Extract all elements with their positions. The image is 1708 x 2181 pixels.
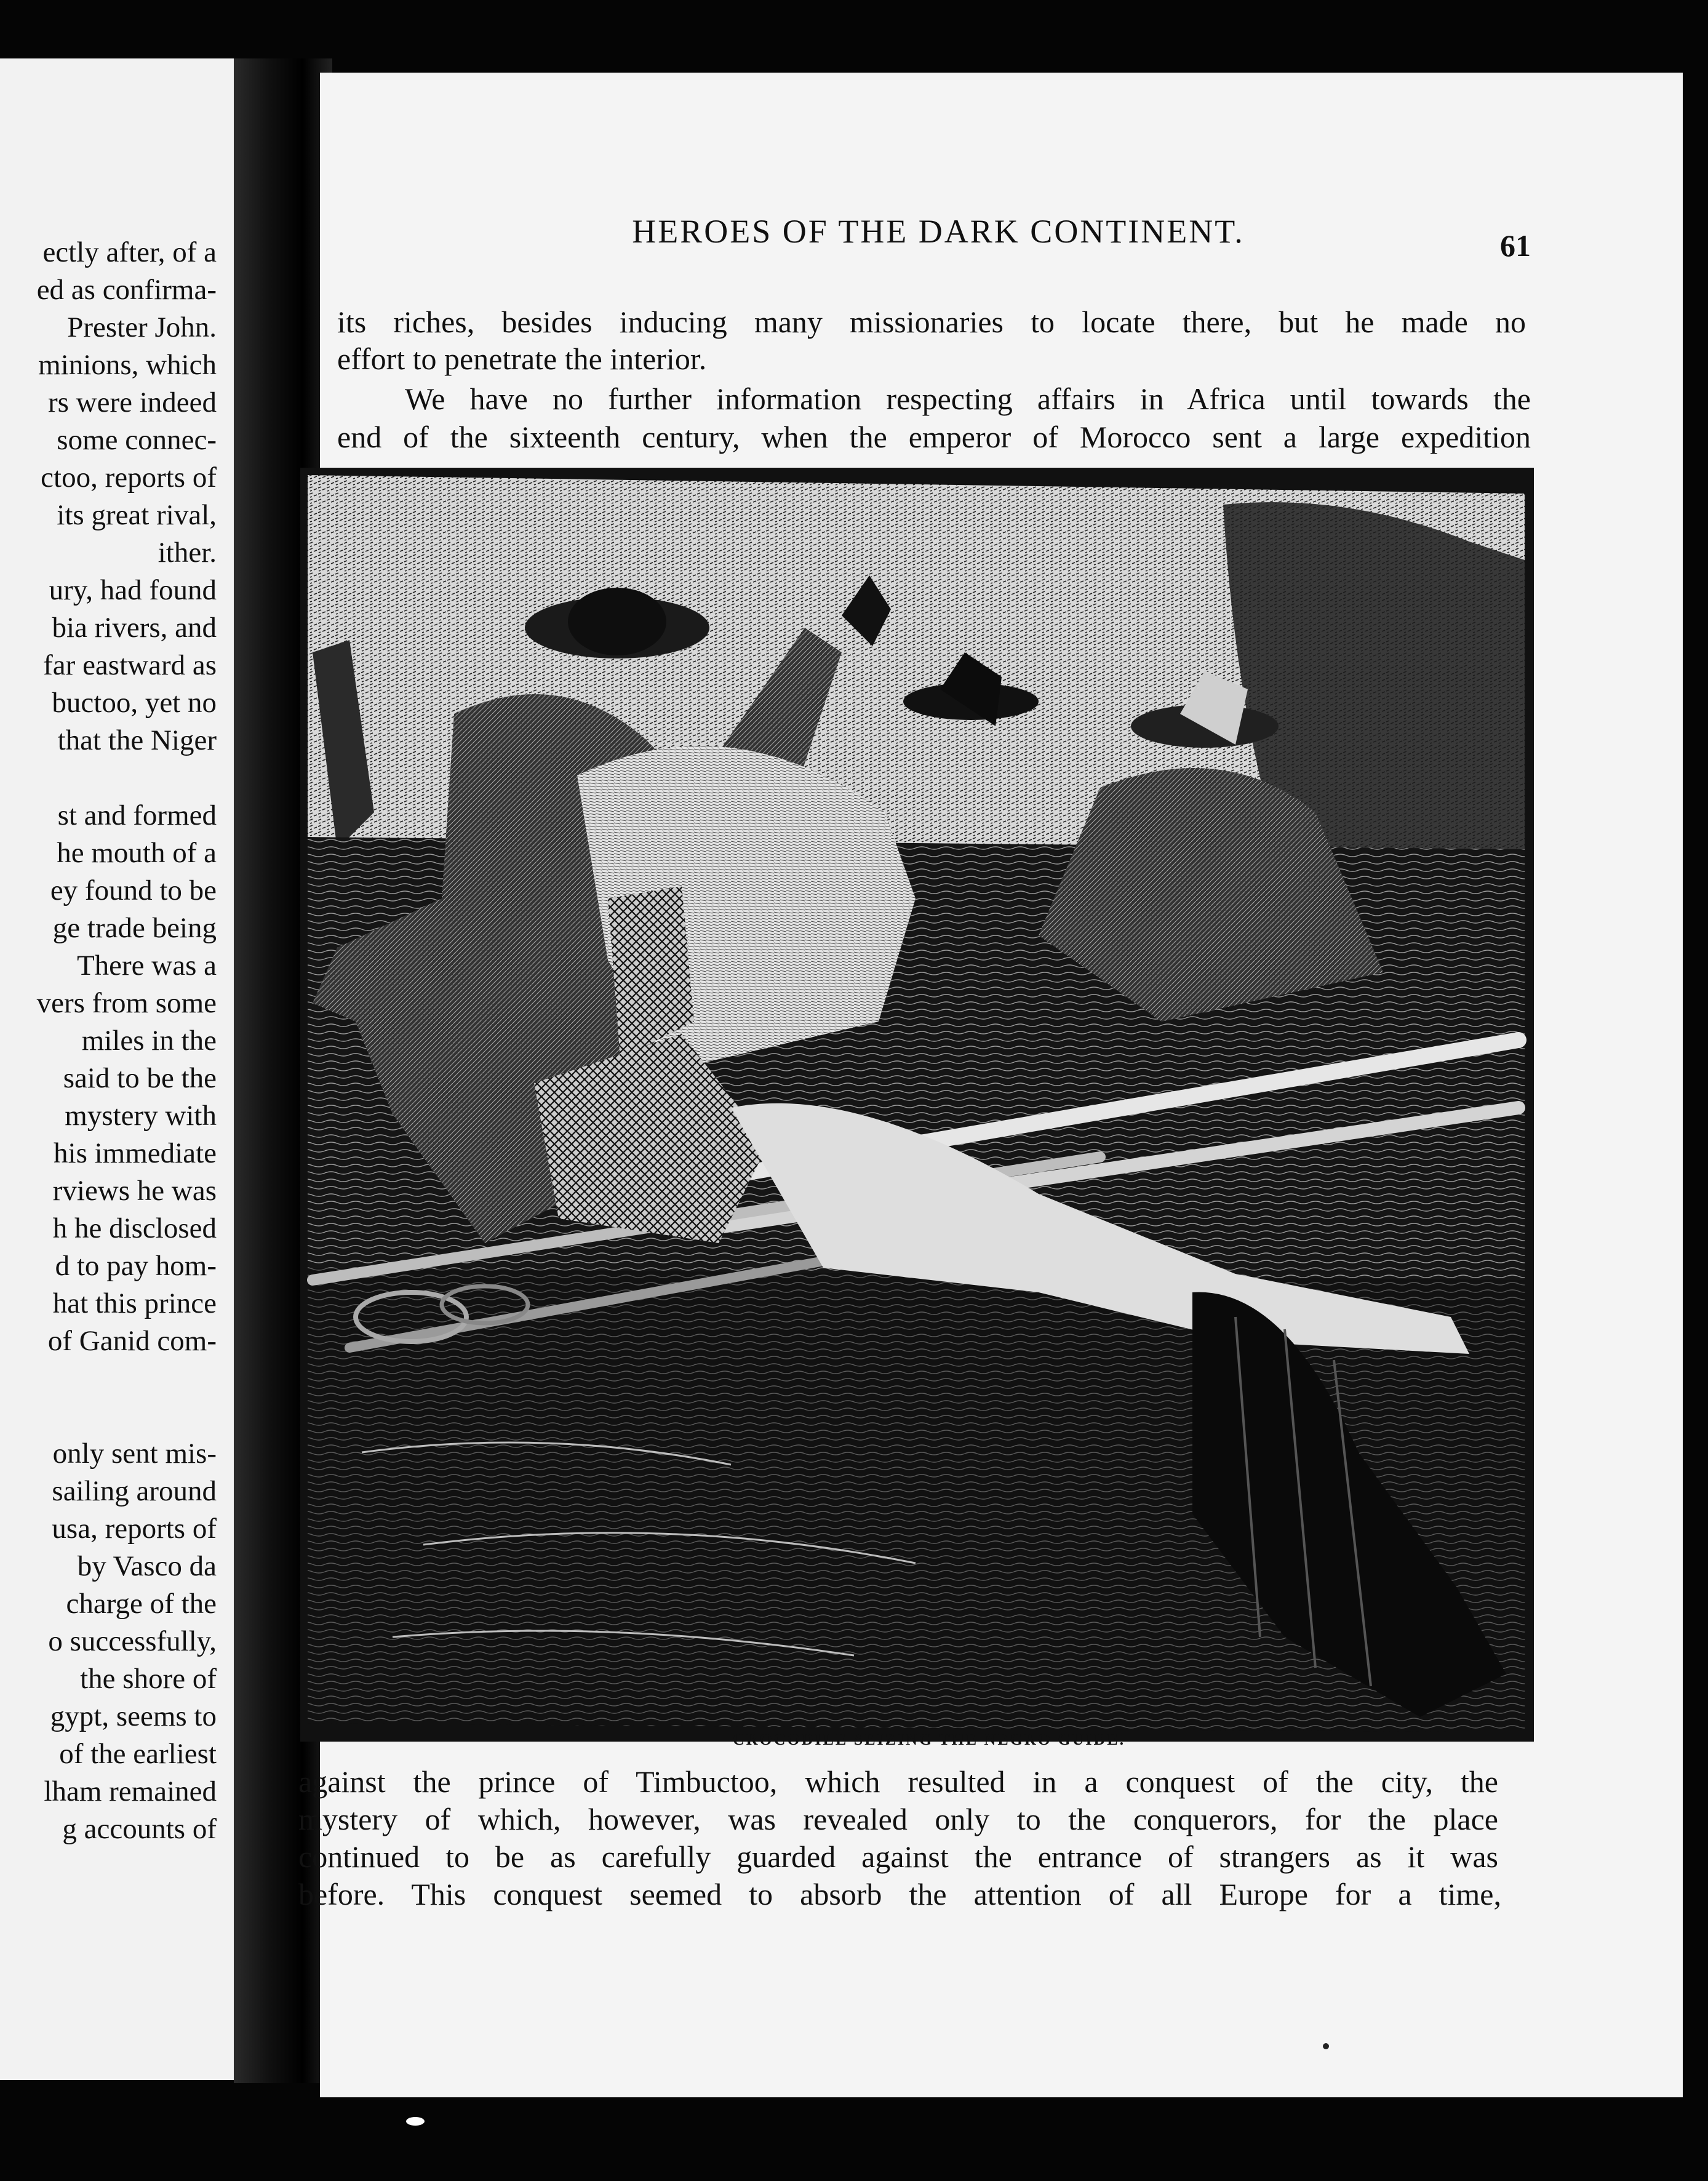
left-page-text-line: bia rivers, and <box>52 612 217 644</box>
left-page-text-line: gypt, seems to <box>50 1700 217 1732</box>
illustration-caption: CROCODILE SEIZING THE NEGRO GUIDE. <box>732 1731 1126 1748</box>
left-page-text-line: ither. <box>158 537 217 569</box>
body-text-line: effort to penetrate the interior. <box>337 342 707 376</box>
left-page-text-line: ey found to be <box>50 874 217 906</box>
page-number: 61 <box>1500 228 1531 263</box>
left-page-text-line: that the Niger <box>57 724 217 756</box>
left-page-text-line: ge trade being <box>52 912 217 944</box>
left-page-text-line: mystery with <box>65 1100 217 1132</box>
left-page-text-line: his immediate <box>54 1137 217 1169</box>
left-page-text-line: said to be the <box>63 1062 217 1094</box>
left-page-text-line: d to pay hom- <box>55 1250 217 1282</box>
left-page-text-line: minions, which <box>38 349 217 381</box>
left-page-text-line: g accounts of <box>62 1813 217 1845</box>
left-page-text-line: far eastward as <box>43 649 217 681</box>
left-page-text-line: usa, reports of <box>52 1513 217 1545</box>
body-text-line: against the prince of Timbuctoo, which resulted in a conquest of the city, the <box>298 1764 1498 1799</box>
left-page-text-line: lham remained <box>44 1775 217 1807</box>
left-page-text-line: ury, had found <box>49 574 217 606</box>
left-page-text-line: o successfully, <box>48 1625 217 1657</box>
left-page-text-line: h he disclosed <box>52 1212 217 1244</box>
left-page-text-line: charge of the <box>66 1588 217 1620</box>
left-page-text-line: ctoo, reports of <box>41 462 217 494</box>
body-text-line: continued to be as carefully guarded against the entrance of strangers as it was <box>298 1839 1498 1874</box>
left-page-text-line: ed as confirma- <box>36 274 217 306</box>
body-text-line: mystery of which, however, was revealed only to the conquerors, for the place <box>298 1802 1498 1836</box>
left-page-text-line: the shore of <box>80 1663 217 1695</box>
left-page-text-line: buctoo, yet no <box>52 687 217 719</box>
scan-speck <box>406 2117 425 2126</box>
body-text-line: before. This conquest seemed to absorb the attention of all Europe for a time, <box>298 1877 1501 1911</box>
left-page-text-line: rs were indeed <box>47 386 217 418</box>
left-page-text-line: vers from some <box>36 987 217 1019</box>
running-head: HEROES OF THE DARK CONTINENT. <box>632 213 1245 250</box>
body-text-line: its riches, besides inducing many missionaries to locate there, but he made no <box>337 305 1526 339</box>
crocodile-engraving-illustration <box>300 468 1534 1742</box>
left-page-text-line: some connec- <box>57 424 217 456</box>
left-page-text-line: sailing around <box>52 1475 217 1507</box>
left-page-text-line: ectly after, of a <box>42 236 217 268</box>
left-page-text-line: hat this prince <box>52 1287 217 1319</box>
body-text-line: We have no further information respecting affairs in Africa until towards the <box>405 382 1531 416</box>
left-page-text-line: miles in the <box>81 1025 217 1057</box>
left-page-text-line: There was a <box>76 950 217 982</box>
left-page-text-line: only sent mis- <box>52 1438 217 1470</box>
left-page-text-line: Prester John. <box>67 311 217 343</box>
left-page-text-line: of Ganid com- <box>47 1325 217 1357</box>
scan-speck <box>1323 2043 1329 2049</box>
left-facing-page <box>0 58 258 2080</box>
left-page-text-line: of the earliest <box>59 1738 217 1770</box>
left-page-text-line: by Vasco da <box>77 1550 217 1582</box>
left-page-text-line: its great rival, <box>57 499 217 531</box>
left-page-text-line: rviews he was <box>52 1175 217 1207</box>
left-page-text-line: he mouth of a <box>57 837 217 869</box>
left-page-text-line: st and formed <box>57 799 217 831</box>
body-text-line: end of the sixteenth century, when the emperor of Morocco sent a large expedition <box>337 420 1531 454</box>
